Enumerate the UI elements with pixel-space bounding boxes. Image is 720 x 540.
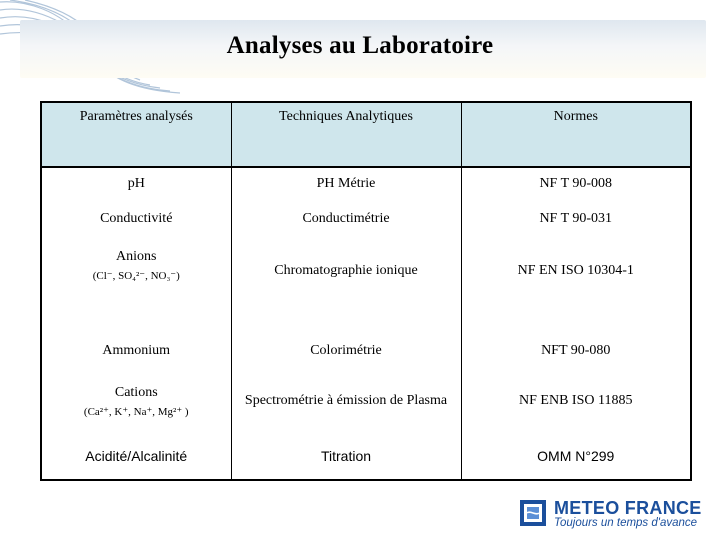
slide-title: Analyses au Laboratoire xyxy=(226,32,494,59)
norme-cell: OMM N°299 xyxy=(461,433,691,480)
meteo-france-mark-icon xyxy=(520,500,546,526)
norme-cell: NF T 90-031 xyxy=(461,199,691,239)
technique-cell: Titration xyxy=(231,433,461,480)
param-cell: Conductivité xyxy=(41,199,231,239)
param-label: Anions xyxy=(116,249,157,264)
param-cell: Ammonium xyxy=(41,332,231,369)
logo-tagline: Toujours un temps d'avance xyxy=(554,517,698,529)
header-normes: Normes xyxy=(461,102,691,167)
header-techniques: Techniques Analytiques xyxy=(231,102,461,167)
norme-cell: NF EN ISO 10304-1 xyxy=(461,239,691,332)
param-label: Cations xyxy=(114,384,158,400)
table-row xyxy=(41,199,691,239)
table-row xyxy=(41,369,691,433)
param-cell: pH xyxy=(41,167,231,199)
table-row xyxy=(41,167,691,199)
technique-cell: Conductimétrie xyxy=(231,199,461,239)
meteo-france-logo xyxy=(520,498,720,534)
param-cell xyxy=(41,369,231,433)
technique-cell: Colorimétrie xyxy=(231,332,461,369)
table-row xyxy=(41,433,691,480)
norme-cell: NF ENB ISO 11885 xyxy=(461,369,691,433)
param-sub-label: (Cl⁻, SO₄²⁻, NO₃⁻) xyxy=(92,270,180,282)
norme-cell: NFT 90-080 xyxy=(461,332,691,369)
technique-cell: Spectrométrie à émission de Plasma xyxy=(231,369,461,433)
param-cell: Acidité/Alcalinité xyxy=(41,433,231,480)
norme-cell: NF T 90-008 xyxy=(461,167,691,199)
logo-name: METEO FRANCE xyxy=(554,498,702,518)
table-row xyxy=(41,239,691,332)
technique-cell: PH Métrie xyxy=(231,167,461,199)
param-sub-label: (Ca²⁺, K⁺, Na⁺, Mg²⁺ ) xyxy=(83,405,189,418)
analysis-table xyxy=(40,101,692,481)
technique-cell: Chromatographie ionique xyxy=(231,239,461,332)
table-header-row xyxy=(41,102,691,167)
header-parametres: Paramètres analysés xyxy=(41,102,231,167)
table-row xyxy=(41,332,691,369)
param-cell xyxy=(41,239,231,332)
